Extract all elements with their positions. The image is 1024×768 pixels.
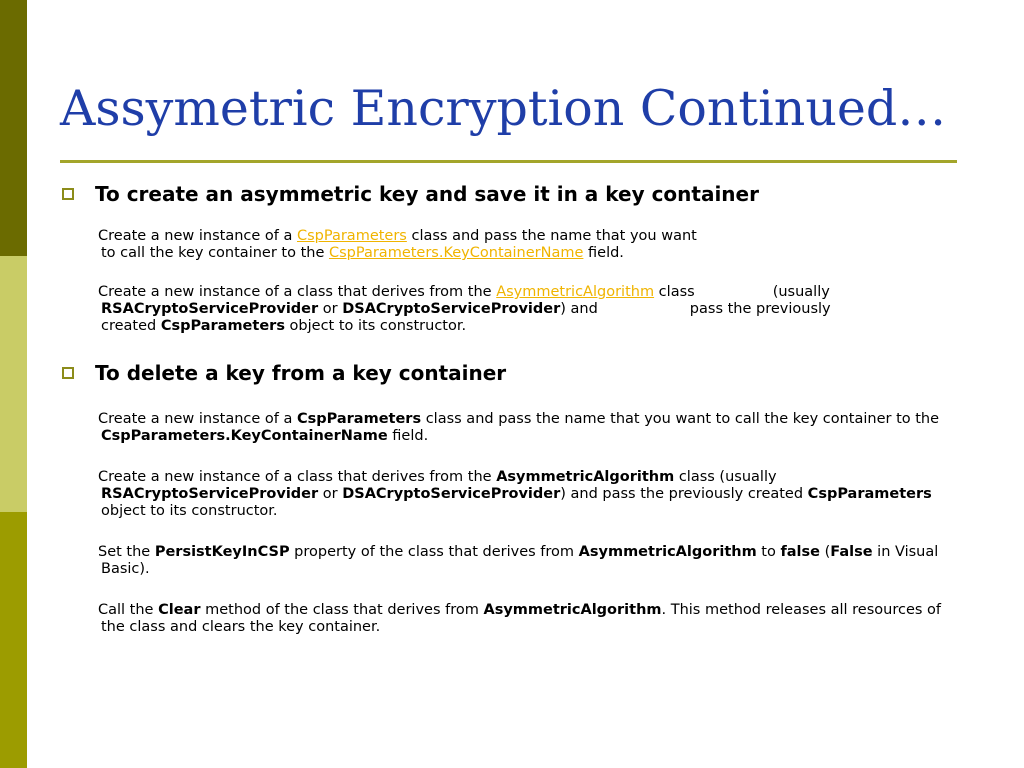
- text: (usually: [772, 284, 830, 300]
- slide-title: Assymetric Encryption Continued…: [60, 80, 947, 137]
- text: Create a new instance of a: [98, 228, 297, 244]
- term: AsymmetricAlgorithm: [483, 602, 662, 618]
- text: or: [318, 486, 343, 502]
- text: to: [756, 544, 781, 560]
- term: false: [780, 544, 820, 560]
- term: CspParameters: [296, 411, 422, 427]
- term: AsymmetricAlgorithm: [578, 544, 757, 560]
- text: ) and: [560, 301, 598, 317]
- text: class (usually: [674, 469, 777, 485]
- term: Clear: [158, 602, 201, 618]
- paragraph: [98, 602, 961, 636]
- left-bar-middle: [0, 256, 27, 512]
- left-bar-top: [0, 0, 27, 256]
- square-bullet-icon: [62, 188, 74, 200]
- text: Create a new instance of a class that derives from the: [98, 469, 497, 485]
- paragraph: [98, 228, 961, 262]
- text: Call the: [98, 602, 159, 618]
- text: to call the key container to the: [101, 245, 329, 261]
- paragraph: [98, 469, 961, 520]
- text: property of the class that derives from: [289, 544, 579, 560]
- term: False: [830, 544, 873, 560]
- asymmetricalgorithm-link[interactable]: AsymmetricAlgorithm: [496, 284, 655, 300]
- bullet-create-key: [62, 182, 962, 206]
- title-divider: [60, 160, 957, 163]
- text: pass the previously: [689, 301, 831, 317]
- text: class and pass the name that you want: [406, 228, 697, 244]
- term: PersistKeyInCSP: [154, 544, 290, 560]
- bullet-heading: To create an asymmetric key and save it in a key container: [95, 182, 759, 206]
- cspparameters-link[interactable]: CspParameters: [296, 228, 407, 244]
- square-bullet-icon: [62, 367, 74, 379]
- text: (: [820, 544, 831, 560]
- paragraph: [98, 411, 961, 445]
- text: Create a new instance of a class that derives from the: [98, 284, 497, 300]
- term: CspParameters.KeyContainerName: [101, 428, 388, 444]
- term: AsymmetricAlgorithm: [496, 469, 675, 485]
- text: class: [654, 284, 695, 300]
- paragraph: [98, 284, 961, 335]
- text: . This method releases all resources of the class and clears the key container.: [101, 602, 942, 635]
- bullet-heading: To delete a key from a key container: [95, 361, 507, 385]
- text: Set the: [98, 544, 155, 560]
- text: in Visual Basic).: [101, 544, 939, 577]
- text: field.: [387, 428, 429, 444]
- bullet-delete-key: [62, 361, 962, 385]
- term: CspParameters: [807, 486, 932, 502]
- section-create-key: [62, 182, 962, 335]
- term: DSACryptoServiceProvider: [342, 301, 561, 317]
- text: field.: [583, 245, 624, 261]
- text: object to its constructor.: [101, 503, 278, 519]
- term: RSACryptoServiceProvider: [101, 301, 319, 317]
- left-bar-bottom: [0, 512, 27, 768]
- text: method of the class that derives from: [200, 602, 484, 618]
- text: class and pass the name that you want to call the key container to the: [421, 411, 940, 427]
- text: created: [101, 318, 161, 334]
- text: ) and pass the previously created: [560, 486, 808, 502]
- term: DSACryptoServiceProvider: [342, 486, 561, 502]
- text: Create a new instance of a: [98, 411, 297, 427]
- term: CspParameters: [160, 318, 285, 334]
- paragraph: [98, 544, 961, 578]
- term: RSACryptoServiceProvider: [101, 486, 319, 502]
- keycontainername-link[interactable]: CspParameters.KeyContainerName: [328, 245, 584, 261]
- section-delete-key: [62, 361, 962, 636]
- text: object to its constructor.: [284, 318, 467, 334]
- text: or: [318, 301, 343, 317]
